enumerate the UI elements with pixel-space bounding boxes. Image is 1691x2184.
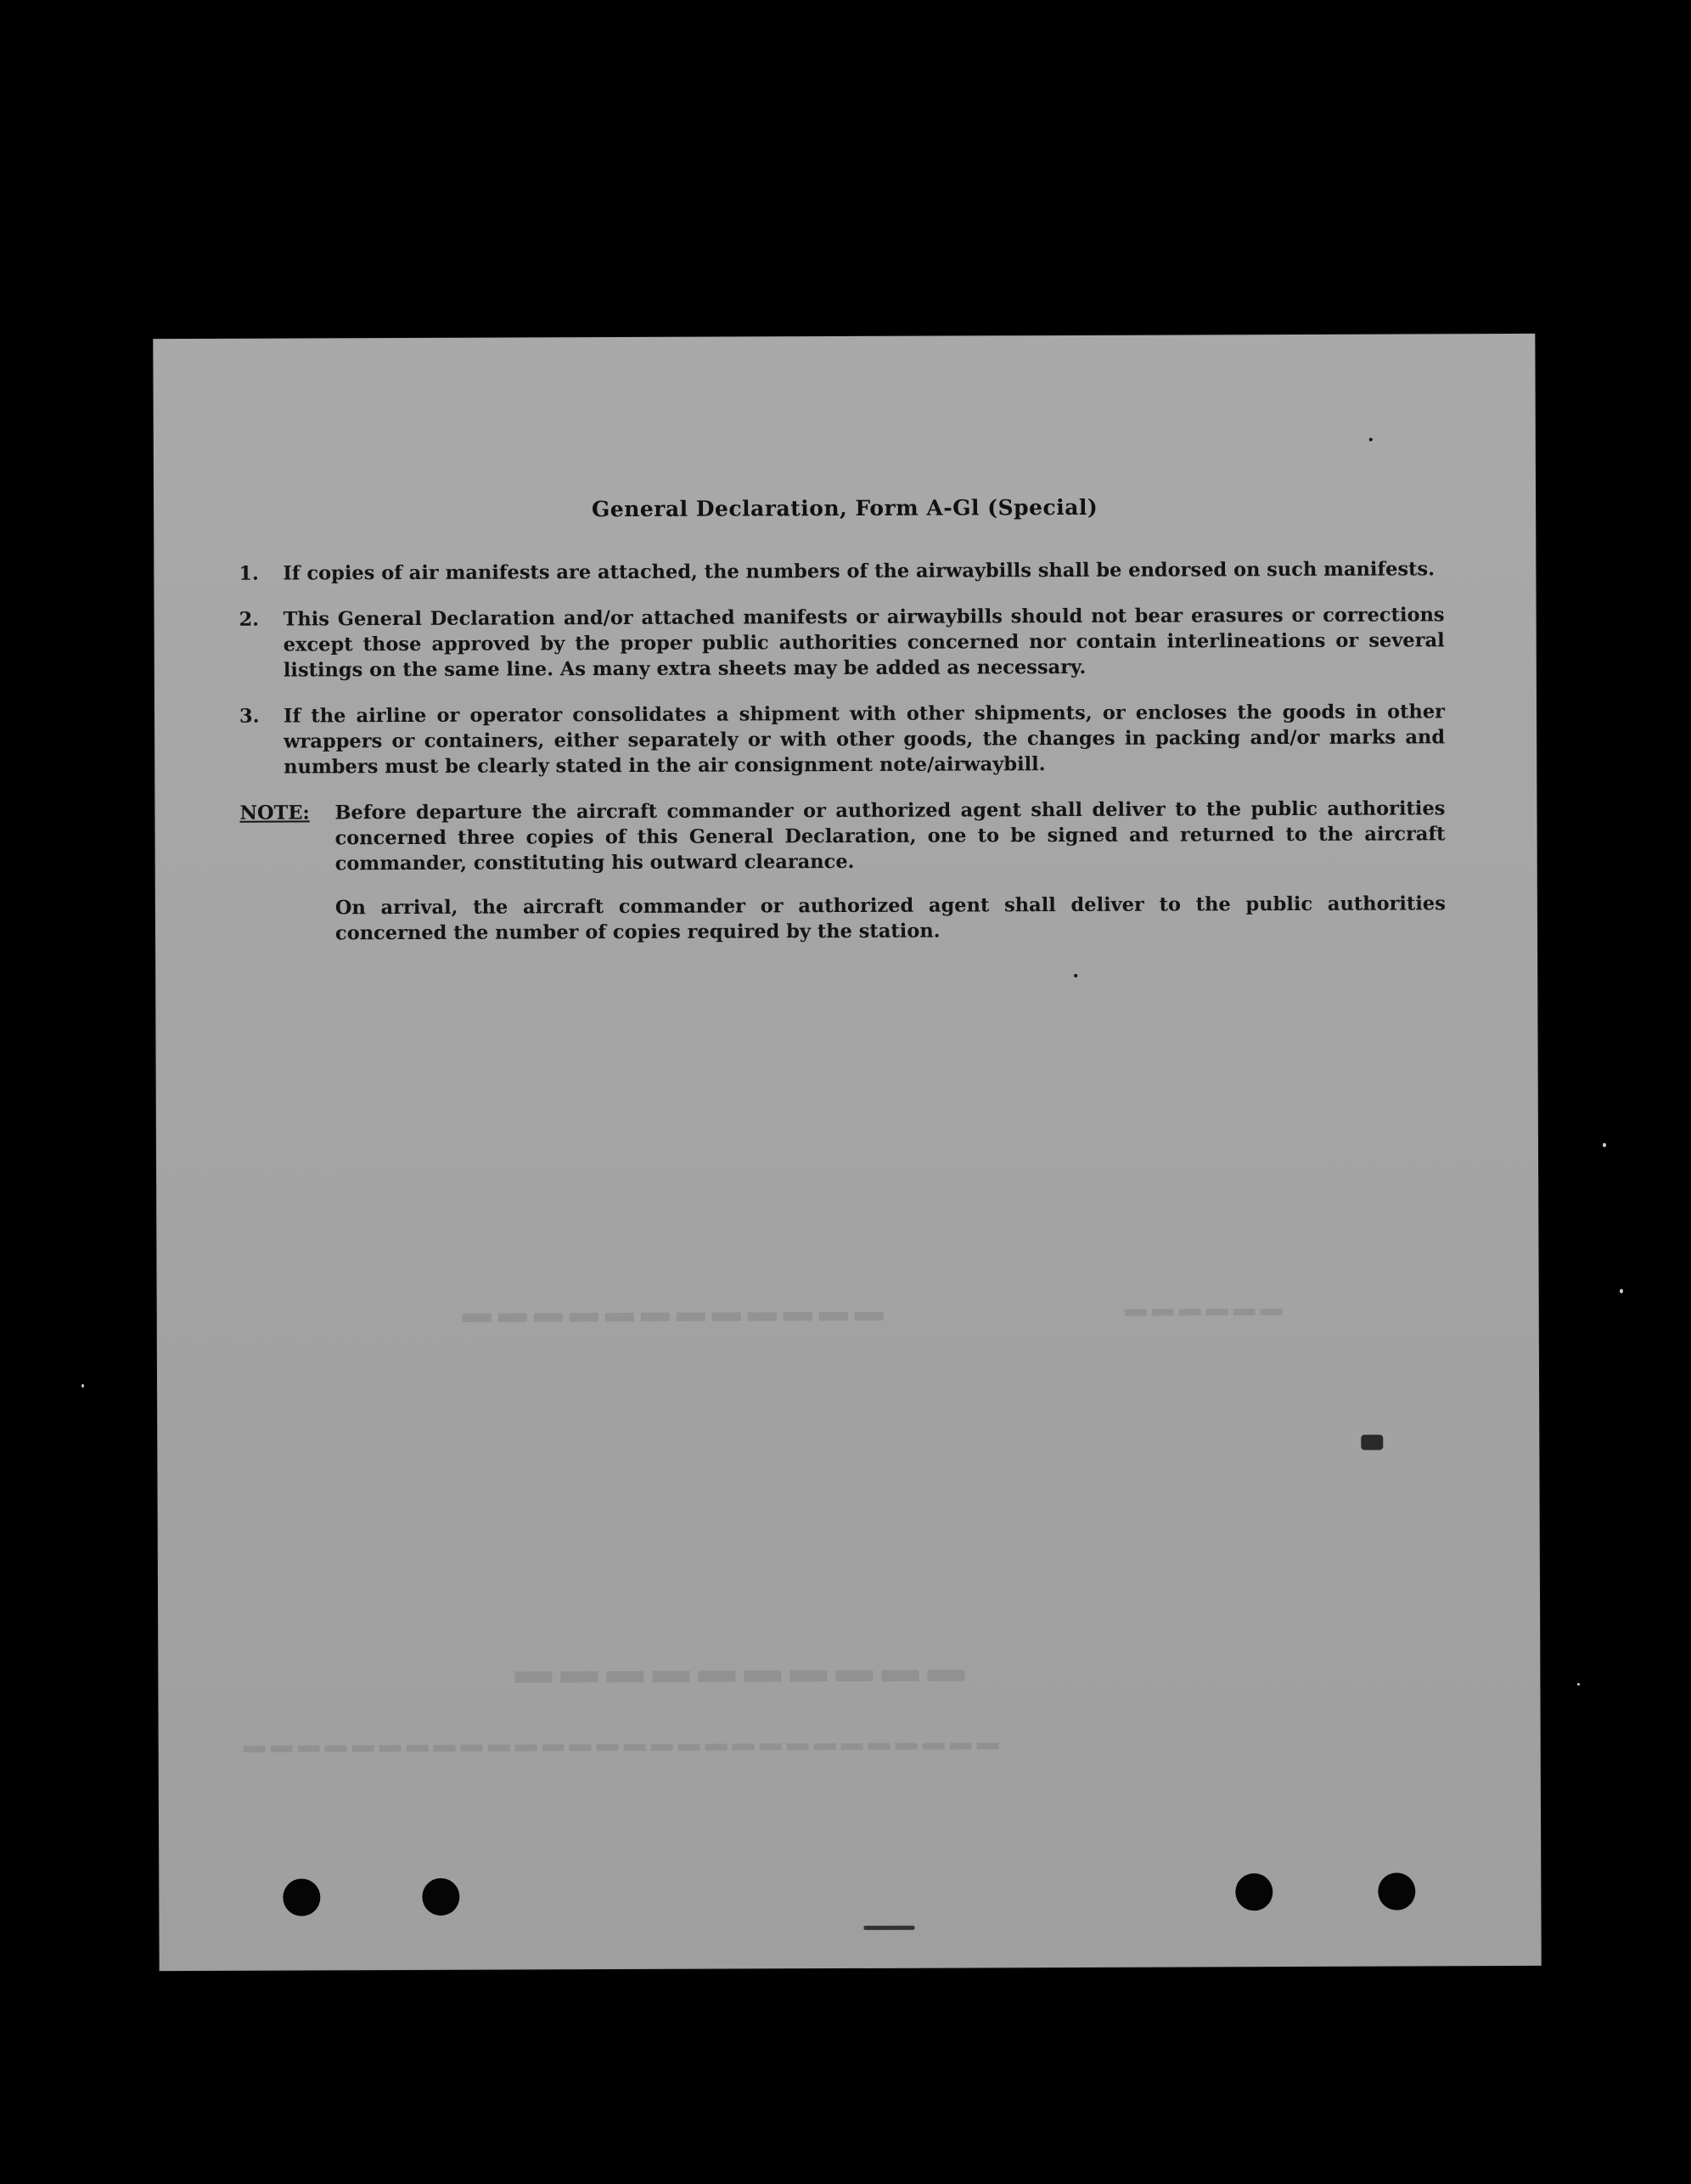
document-page — [153, 334, 1541, 1971]
ink-speck — [863, 1926, 914, 1930]
scan-speck — [81, 1384, 84, 1388]
note-paragraph-2: On arrival, the aircraft commander or authorized agent shall deliver to the public authorities concerned the number of copies required by the station. — [334, 892, 1446, 945]
note-section — [239, 796, 1446, 946]
item-text: This General Declaration and/or attached manifests or airwaybills should not bear erasures or corrections except those approved by the proper public authorities concerned nor contain interlineations or several listings on the same line. As many extra sheets may be added as necessary. — [283, 604, 1445, 682]
bleed-through-mark: ▬▬▬▬▬▬▬▬▬▬▬▬ — [462, 1304, 890, 1339]
ink-speck — [1361, 1435, 1383, 1450]
instruction-item-1 — [239, 556, 1444, 586]
scan-speck — [1620, 1289, 1623, 1293]
punch-hole — [1235, 1873, 1272, 1911]
note-label: NOTE: — [239, 802, 310, 825]
item-number: 1. — [239, 562, 259, 585]
instruction-item-3 — [239, 699, 1445, 780]
ink-speck — [1369, 438, 1373, 442]
scan-speck — [1577, 1683, 1580, 1686]
ink-speck — [1074, 974, 1077, 977]
punch-hole — [283, 1878, 320, 1916]
document-title: General Declaration, Form A-Gl (Special) — [591, 494, 1098, 522]
item-text: If the airline or operator consolidates a shipment with other shipments, or encloses the goods in other wrappers or containers, either separately or with other goods, the changes in packing and/or marks and numbers must be clearly stated in the air consignment note/airwaybill. — [283, 701, 1446, 779]
note-paragraph-1: Before departure the aircraft commander or authorized agent shall deliver to the public authorities concerned three copies of this General Declaration, one to be signed and returned to the aircraft commander, constituting his outward clearance. — [334, 797, 1446, 875]
bleed-through-mark: ▬▬▬▬▬▬▬▬▬▬ — [514, 1661, 974, 1705]
item-number: 2. — [239, 608, 260, 631]
scan-speck — [1603, 1143, 1606, 1147]
punch-hole — [422, 1878, 459, 1916]
instruction-item-2 — [239, 602, 1445, 683]
bleed-through-mark: ▬▬▬▬▬▬ — [1124, 1303, 1288, 1330]
punch-hole — [1378, 1872, 1415, 1910]
item-number: 3. — [239, 705, 260, 728]
bleed-through-mark: ▬▬▬▬▬▬▬▬▬▬▬▬▬▬▬▬▬▬▬▬▬▬▬▬▬▬▬▬ — [243, 1737, 1004, 1766]
item-text: If copies of air manifests are attached, the numbers of the airwaybills shall be endorsed on such manifests. — [283, 558, 1435, 585]
